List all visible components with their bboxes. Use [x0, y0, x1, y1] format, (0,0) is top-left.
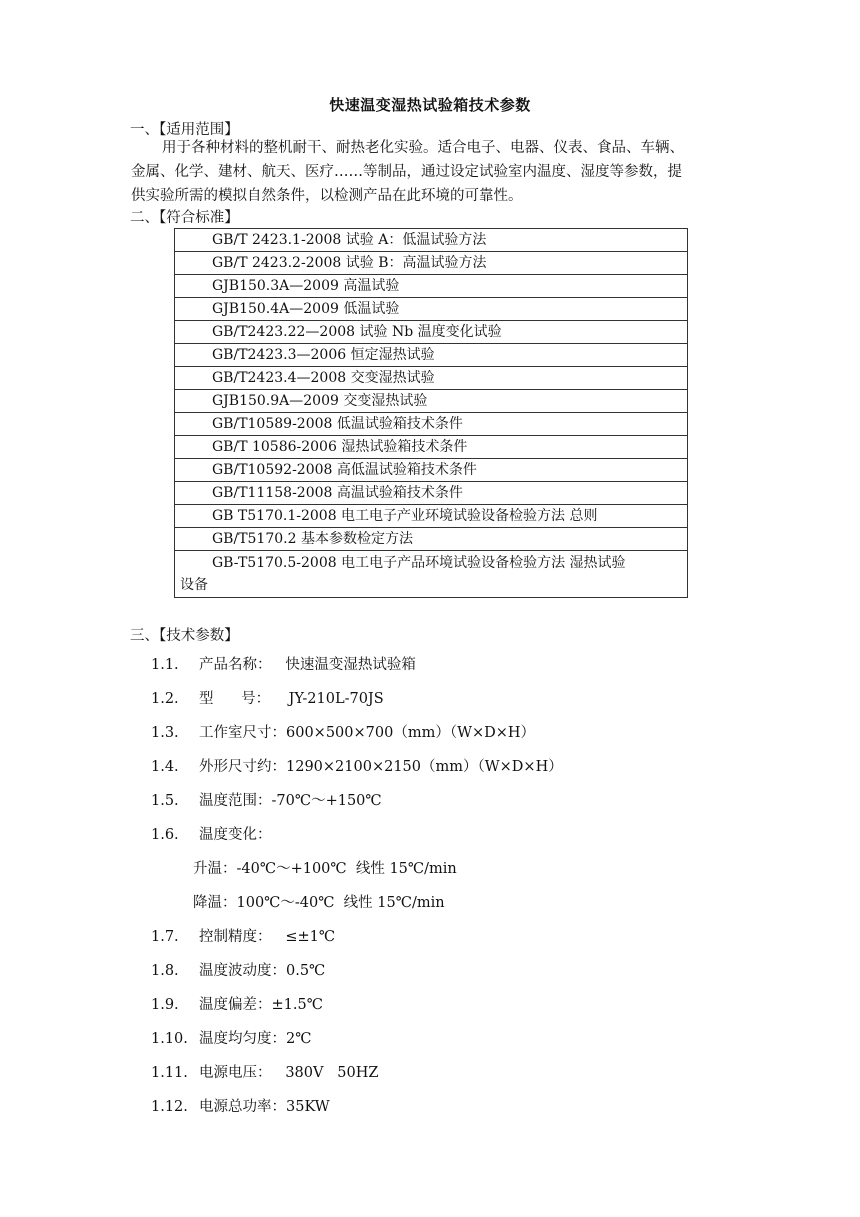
section1-line-2: 金属、化学、建材、航天、医疗……等制品，通过设定试验室内温度、湿度等参数，提	[131, 164, 682, 180]
standards-table	[174, 228, 688, 598]
section2-heading: 二、【符合标准】	[130, 210, 239, 226]
param-1-10: 1.10. 温度均匀度：2℃	[151, 1031, 312, 1047]
table-row	[175, 390, 688, 413]
temp-fall-line: 降温：100℃～-40℃ 线性 15℃/min	[193, 895, 445, 911]
standard-cell: GB/T10592-2008 高低温试验箱技术条件	[175, 459, 688, 482]
param-1-7: 1.7. 控制精度： ≤±1℃	[151, 929, 336, 945]
standard-cell-multiline	[175, 551, 688, 598]
section1-line-3: 供实验所需的模拟自然条件，以检测产品在此环境的可靠性。	[131, 188, 523, 204]
standard-line-2: 设备	[180, 577, 208, 593]
standard-cell: GB T5170.1-2008 电工电子产业环境试验设备检验方法 总则	[175, 505, 688, 528]
table-row	[175, 367, 688, 390]
section1-line-1: 用于各种材料的整机耐干、耐热老化实验。适合电子、电器、仪表、食品、车辆、	[162, 140, 684, 156]
standard-line-1: GB-T5170.5-2008 电工电子产品环境试验设备检验方法 湿热试验	[212, 555, 626, 571]
standard-cell: GB/T2423.3—2006 恒定湿热试验	[175, 344, 688, 367]
param-1-6: 1.6. 温度变化：	[151, 827, 272, 843]
table-row	[175, 459, 688, 482]
section3-heading: 三、【技术参数】	[130, 628, 239, 644]
param-1-4: 1.4. 外形尺寸约：1290×2100×2150（mm）（W×D×H）	[151, 759, 563, 775]
param-1-2: 1.2. 型 号： JY-210L-70JS	[151, 691, 384, 707]
standard-cell: GB/T2423.4—2008 交变湿热试验	[175, 367, 688, 390]
param-1-12: 1.12. 电源总功率：35KW	[151, 1099, 330, 1115]
param-1-8: 1.8. 温度波动度：0.5℃	[151, 963, 326, 979]
param-1-1: 1.1. 产品名称： 快速温变湿热试验箱	[151, 657, 416, 673]
table-row	[175, 528, 688, 551]
table-row	[175, 252, 688, 275]
table-row	[175, 551, 688, 598]
table-row	[175, 229, 688, 252]
param-1-3: 1.3. 工作室尺寸：600×500×700（mm）（W×D×H）	[151, 725, 536, 741]
table-row	[175, 436, 688, 459]
section1-paragraph	[131, 136, 737, 208]
standard-cell: GJB150.3A—2009 高温试验	[175, 275, 688, 298]
standard-cell: GB/T 2423.1-2008 试验 A：低温试验方法	[175, 229, 688, 252]
standard-cell: GJB150.9A—2009 交变湿热试验	[175, 390, 688, 413]
table-row	[175, 321, 688, 344]
standard-cell: GJB150.4A—2009 低温试验	[175, 298, 688, 321]
section1-heading: 一、【适用范围】	[130, 122, 239, 138]
param-1-9: 1.9. 温度偏差：±1.5℃	[151, 997, 323, 1013]
table-row	[175, 298, 688, 321]
document-title: 快速温变湿热试验箱技术参数	[329, 96, 531, 114]
param-1-11: 1.11. 电源电压： 380V 50HZ	[151, 1065, 379, 1081]
standard-cell: GB/T2423.22—2008 试验 Nb 温度变化试验	[175, 321, 688, 344]
standard-cell: GB/T10589-2008 低温试验箱技术条件	[175, 413, 688, 436]
standard-cell: GB/T11158-2008 高温试验箱技术条件	[175, 482, 688, 505]
standard-cell: GB/T 10586-2006 湿热试验箱技术条件	[175, 436, 688, 459]
standard-cell: GB/T 2423.2-2008 试验 B：高温试验方法	[175, 252, 688, 275]
table-row	[175, 275, 688, 298]
table-row	[175, 413, 688, 436]
table-row	[175, 482, 688, 505]
table-row	[175, 344, 688, 367]
standard-cell: GB/T5170.2 基本参数检定方法	[175, 528, 688, 551]
temp-rise-line: 升温：-40℃～+100℃ 线性 15℃/min	[193, 861, 457, 877]
param-1-5: 1.5. 温度范围：-70℃～+150℃	[151, 793, 382, 809]
table-row	[175, 505, 688, 528]
